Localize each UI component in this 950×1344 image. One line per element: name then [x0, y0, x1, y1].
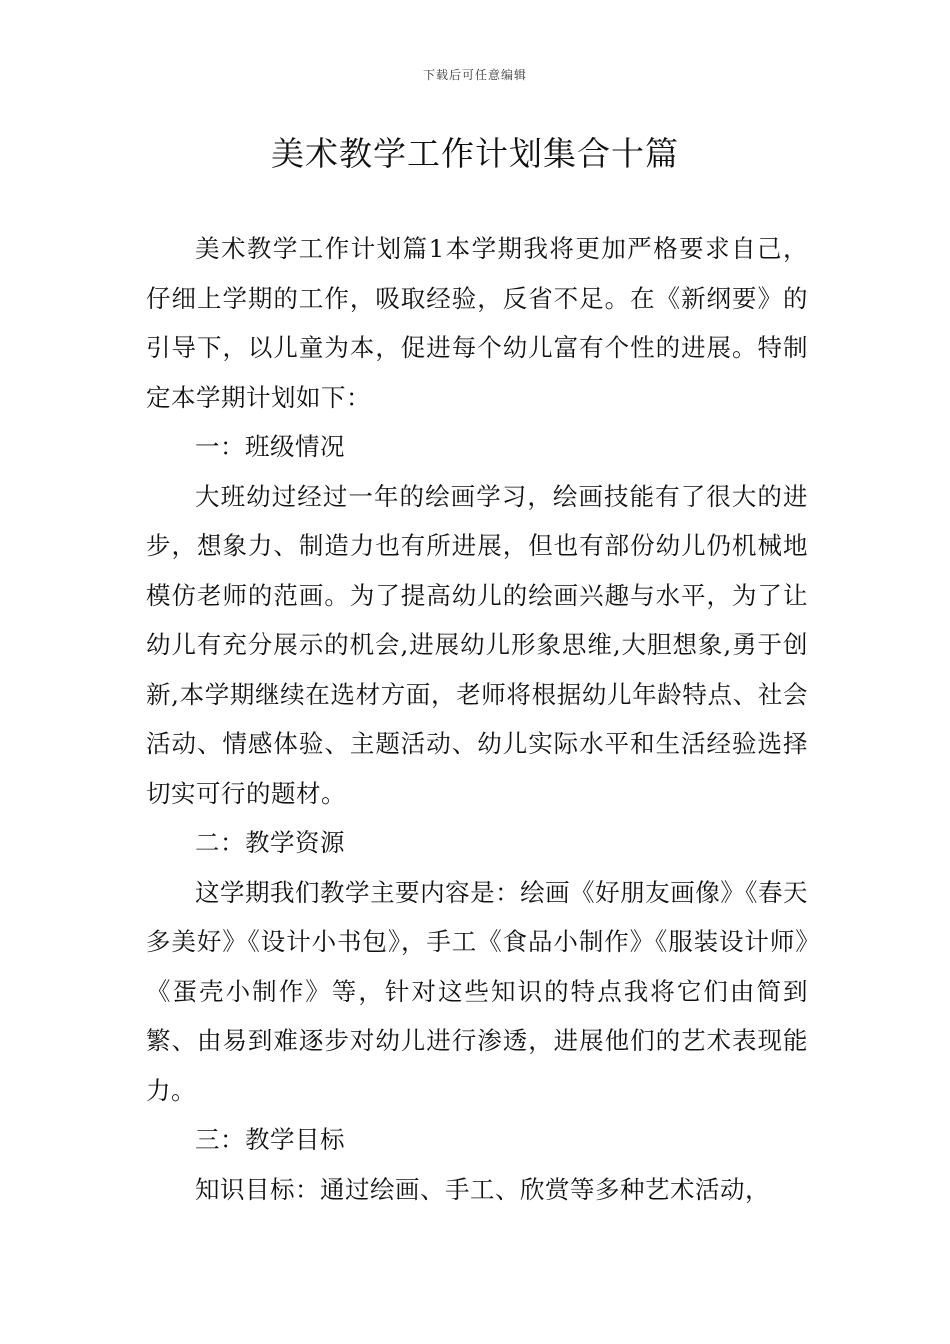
document-body — [146, 224, 808, 1214]
header-note: 下载后可任意编辑 — [422, 68, 527, 82]
paragraph-knowledge-goals: 知识目标：通过绘画、手工、欣赏等多种艺术活动， — [195, 1174, 770, 1204]
paragraph-class-situation: 大班幼过经过一年的绘画学习，绘画技能有了很大的进步，想象力、制造力也有所进展，但也有部份幼儿仍机械地模仿老师的范画。为了提高幼儿的绘画兴趣与水平，为了让幼儿有充分展示的机会,进展幼儿形象思维,大胆想象,勇于创新,本学期继续在选材方面，老师将根据幼儿年龄特点、社会活动、情感体验、主题活动、幼儿实际水平和生活经验选择切实可行的题材。 — [146, 481, 808, 808]
paragraph-intro: 美术教学工作计划篇1本学期我将更加严格要求自己，仔细上学期的工作，吸取经验，反省不足。在《新纲要》的引导下，以儿童为本，促进每个幼儿富有个性的进展。特制定本学期计划如下： — [146, 234, 808, 412]
section-heading-class-situation: 一：班级情况 — [195, 432, 345, 461]
paragraph-teaching-resources: 这学期我们教学主要内容是：绘画《好朋友画像》《春天多美好》《设计小书包》，手工《食品小制作》《服装设计师》《蛋壳小制作》等，针对这些知识的特点我将它们由简到繁、由易到难逐步对幼儿进行渗透，进展他们的艺术表现能力。 — [146, 877, 808, 1105]
page-title: 美术教学工作计划集合十篇 — [271, 134, 679, 173]
section-heading-teaching-resources: 二：教学资源 — [195, 828, 345, 857]
section-heading-teaching-goals: 三：教学目标 — [195, 1125, 345, 1154]
